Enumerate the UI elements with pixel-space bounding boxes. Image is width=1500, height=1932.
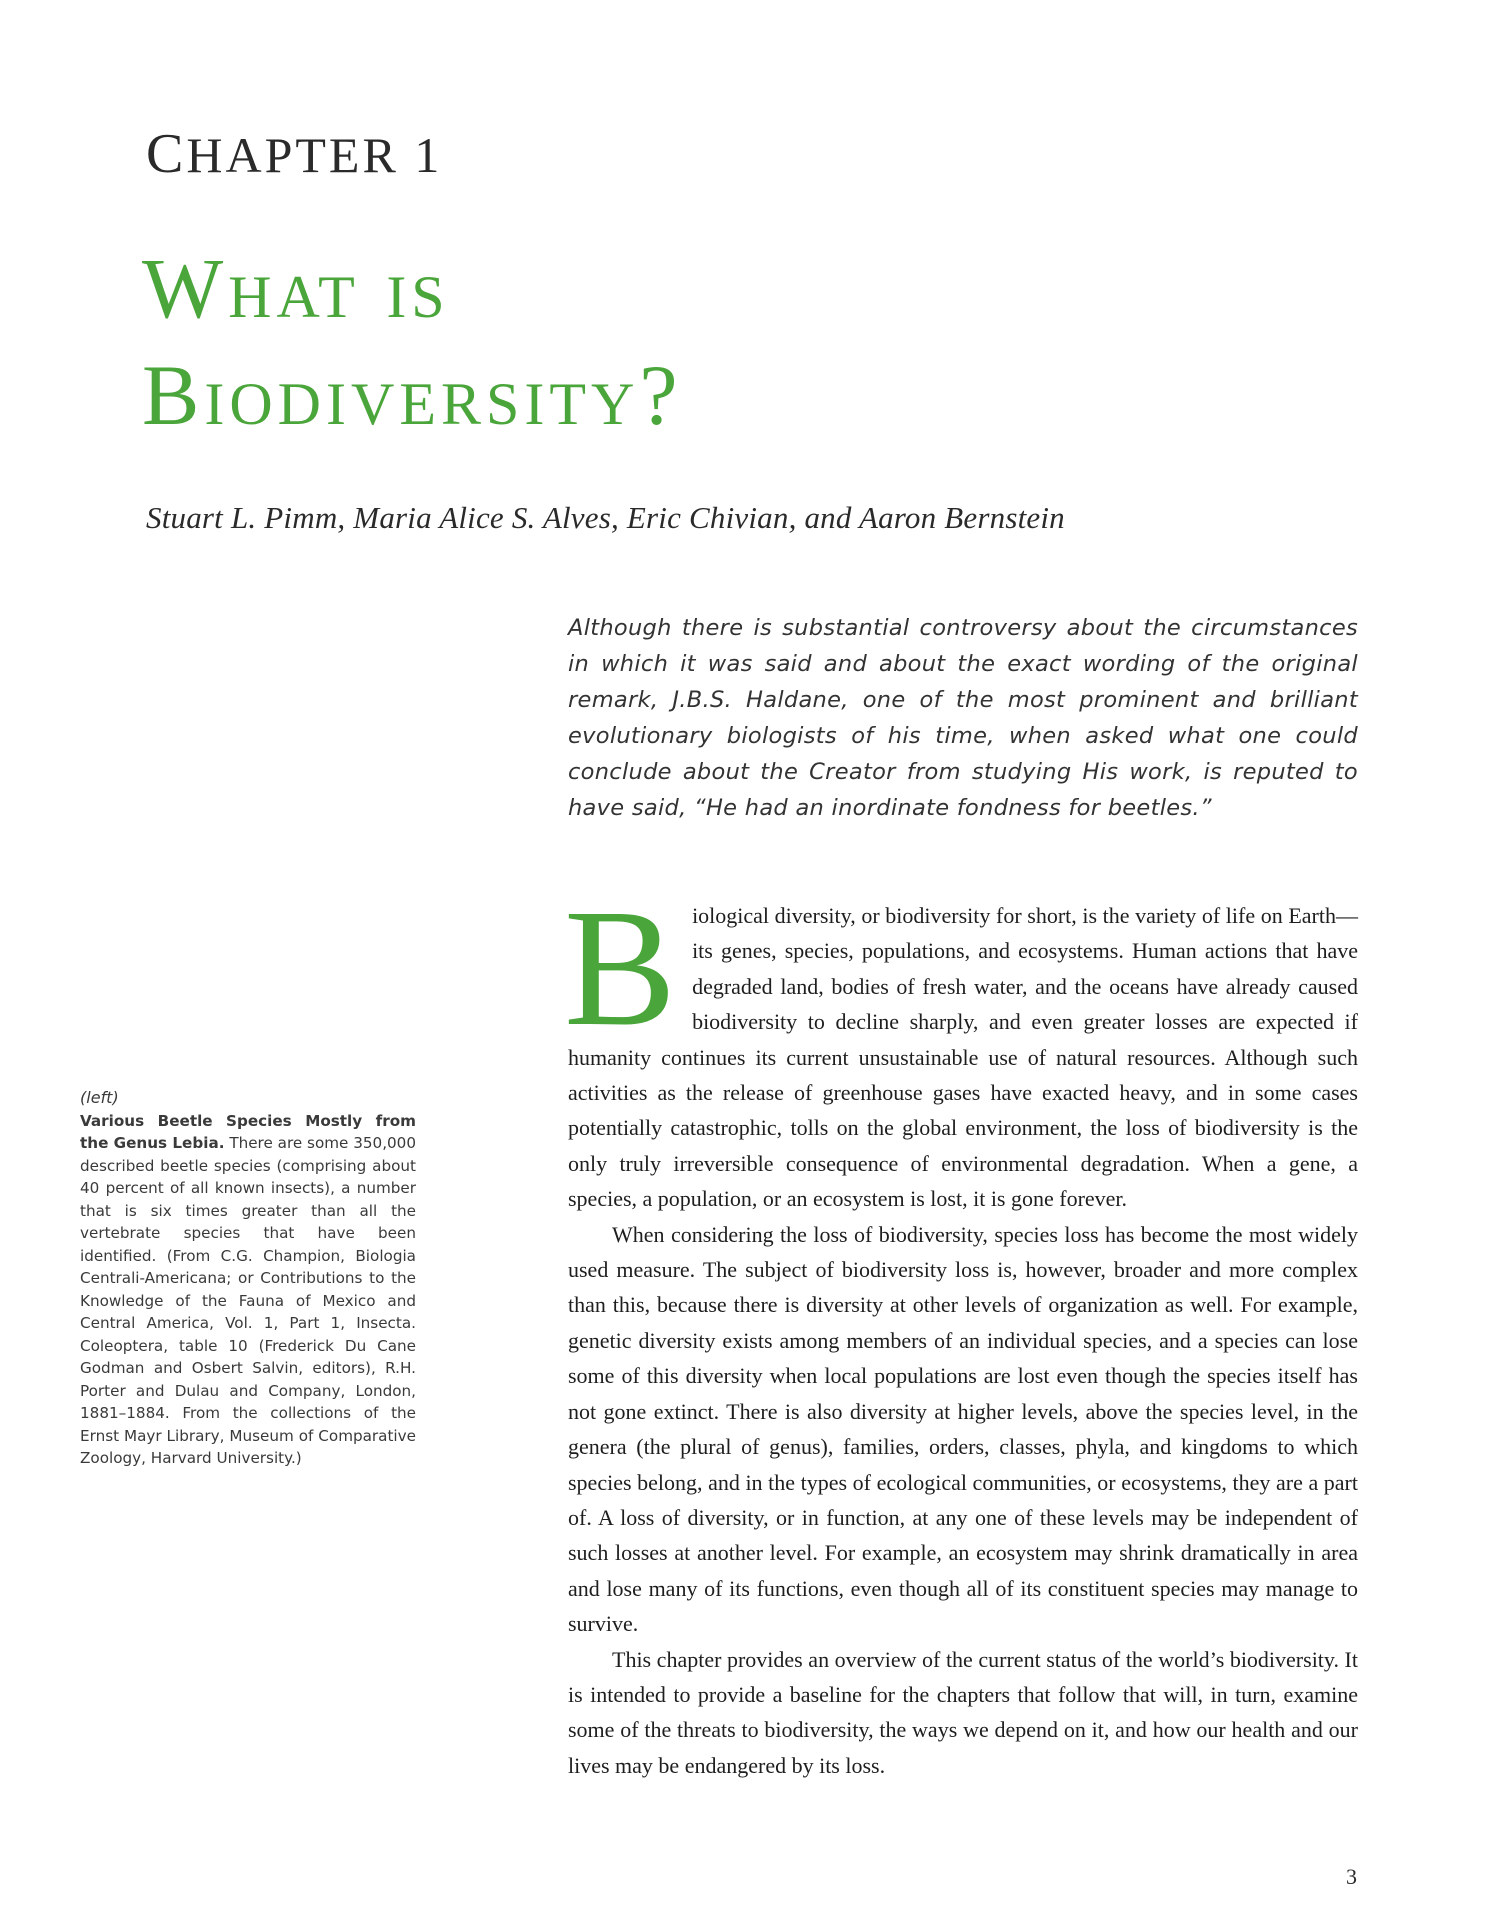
caption-title: Various Beetle Species Mostly from the Genus Lebia. [80,1111,416,1152]
chapter-title-line-1: What is [142,240,450,336]
figure-caption [80,1087,416,1470]
body-text [564,875,1358,1783]
body-paragraph-2: When considering the loss of biodiversity, species loss has become the most widely used measure. The subject of biodiversity loss is, however, broader and more complex than this, because there is diversity at other levels of organization as well. For example, genetic diversity exists among members of an individual species, and a species can lose some of this diversity when local populations are lost even though the species itself has not gone extinct. There is also diversity at higher levels, above the species level, in the genera (the plural of genus), families, orders, classes, phyla, and kingdoms to which species belong, and in the types of ecological communities, or ecosystems, they are a part of. A loss of diversity, or in function, at any one of these levels may be independent of such losses at another level. For example, an ecosystem may shrink dramatically in area and lose many of its functions, even though all of its constituent species may manage to survive. [568,1221,1358,1637]
caption-position-tag: (left) [80,1088,119,1107]
chapter-title-line-2: Biodiversity? [142,347,683,443]
body-paragraph-1 [564,875,1358,1217]
page-number: 3 [1346,1864,1357,1889]
drop-cap: B [564,875,677,1061]
body-paragraph-1-text: iological diversity, or biodiversity for short, is the variety of life on Earth—its genes, species, populations, and ecosystems. Human actions that have degraded land, bodies of fresh water, and the oceans have already caused biodiversity to decline sharply, and even greater losses are expected if humanity continues its current unsustainable use of natural resources. Although such activities as the release of greenhouse gases have exacted heavy, and in some cases potentially catastrophic, tolls on the global environment, the loss of biodiversity is the only truly irreversible consequence of environmental degradation. When a gene, a species, a population, or an ecosystem is lost, it is gone forever. [568,903,1358,1212]
caption-text: There are some 350,000 described beetle species (comprising about 40 percent of all known insects), a number that is six times greater than all the vertebrate species that have been identified. (From C.G. Champion, Biologia Centrali-Americana; or Contributions to the Knowledge of the Fauna of Mexico and Central America, Vol. 1, Part 1, Insecta. Coleoptera, table 10 (Frederick Du Cane Godman and Osbert Salvin, editors), R.H. Porter and Dulau and Company, London, 1881–1884. From the collections of the Ernst Mayr Library, Museum of Comparative Zoology, Harvard University.) [80,1134,417,1467]
authors: Stuart L. Pimm, Maria Alice S. Alves, Eric Chivian, and Aaron Bernstein [146,500,1065,535]
chapter-label-rest: HAPTER 1 [186,127,443,183]
chapter-label-initial: C [146,123,187,185]
body-paragraph-3: This chapter provides an overview of the current status of the world’s biodiversity. It is intended to provide a baseline for the chapters that follow that will, in turn, examine some of the threats to biodiversity, the ways we depend on it, and how our health and our lives may be endangered by its loss. [568,1646,1358,1778]
epigraph: Although there is substantial controversy about the circumstances in which it was said and about the exact wording of the original remark, J.B.S. Haldane, one of the most prominent and brilliant evolutionary biologists of his time, when asked what one could conclude about the Creator from studying His work, is reputed to have said, “He had an inordinate fondness for beetles.” [568,615,1358,821]
chapter-label [146,123,443,185]
chapter-title [142,235,682,449]
